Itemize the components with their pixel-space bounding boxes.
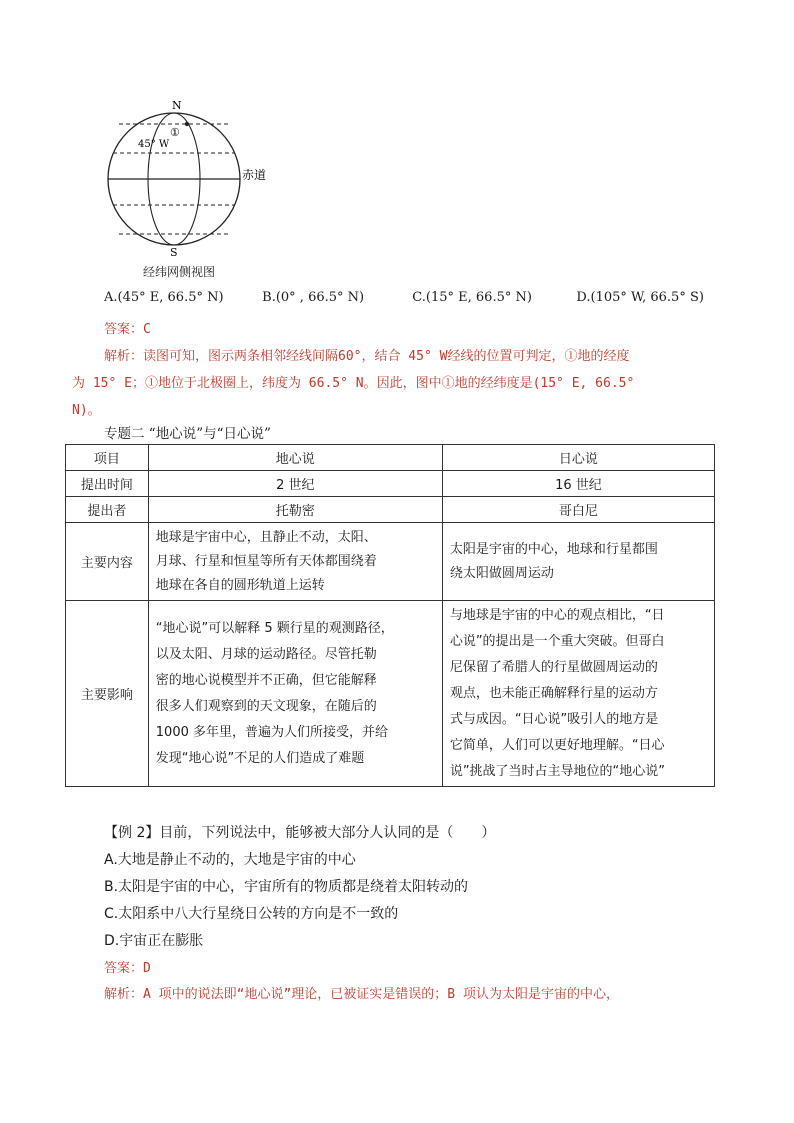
cell-line: 式与成因。“日心说”吸引人的地方是 [449,711,659,727]
cell-line: 心说”的提出是一个重大突破。但哥白 [449,633,665,649]
question1-options [104,290,704,305]
cell-geocentric [148,523,442,601]
question1-answer: 答案：C [104,322,151,337]
comparison-table [65,444,715,787]
question2-explanation: 解析：A 项中的说法即“地心说”理论，已被证实是错误的；B 项认为太阳是宇宙的中心， [104,987,619,1002]
explanation-line: 为 15° E；①地位于北极圈上，纬度为 66.5° N。因此，图中①地的经纬度是(15° E, 66.5° [72,376,635,391]
cell-line: 地球在各自的圆形轨道上运转 [155,577,325,593]
question1-explanation [72,343,732,424]
option-c: C.(15° E, 66.5° N) [412,290,532,305]
row-label: 提出者 [66,497,149,523]
table-header-row [66,445,715,471]
cell-line: 以及太阳、月球的运动路径。尽管托勒 [155,646,377,662]
cell-geocentric [148,601,442,787]
cell-line: 1000 多年里，普遍为人们所接受，并给 [155,724,388,740]
question2 [104,820,495,955]
header-heliocentric: 日心说 [442,445,714,471]
cell-line: 说”挑战了当时占主导地位的“地心说” [449,763,666,779]
cell-line: 密的地心说模型并不正确，但它能解释 [155,672,377,688]
point-1-marker [185,122,189,126]
row-label: 主要内容 [66,523,149,601]
cell-line: 发现“地心说”不足的人们造成了难题 [155,750,365,766]
question2-option-d: D.宇宙正在膨胀 [104,933,204,949]
equator-label: 赤道 [242,168,267,182]
cell-line: 观点，也未能正确解释行星的运动方 [449,685,658,701]
section-title: 专题二 “地心说”与“日心说” [104,426,271,442]
table-row-time [66,471,715,497]
cell-line: 月球、行星和恒星等所有天体都围绕着 [155,553,377,569]
globe-diagram [102,94,282,284]
north-pole-label: N [172,99,182,112]
figure-caption: 经纬网侧视图 [143,265,216,279]
cell-heliocentric [442,601,714,787]
row-label: 提出时间 [66,471,149,497]
question2-option-a: A.大地是静止不动的，大地是宇宙的中心 [104,852,356,868]
cell-line: 它简单，人们可以更好地理解。“日心 [449,737,665,753]
cell-heliocentric: 16 世纪 [442,471,714,497]
explanation-line: N)。 [72,403,101,418]
cell-geocentric: 托勒密 [148,497,442,523]
header-item: 项目 [66,445,149,471]
cell-line: 尼保留了希腊人的行星做圆周运动的 [449,659,658,675]
south-pole-label: S [170,246,178,259]
table-row-proposer [66,497,715,523]
option-a: A.(45° E, 66.5° N) [104,290,224,305]
cell-heliocentric [442,523,714,601]
option-d: D.(105° W, 66.5° S) [576,290,704,305]
cell-line: 绕太阳做圆周运动 [449,565,554,581]
question2-stem: 【例 2】目前，下列说法中，能够被大部分人认同的是（ ） [104,825,496,841]
cell-line: 太阳是宇宙的中心，地球和行星都围 [449,541,658,557]
row-label: 主要影响 [66,601,149,787]
question2-option-b: B.太阳是宇宙的中心，宇宙所有的物质都是绕着太阳转动的 [104,879,469,895]
cell-heliocentric: 哥白尼 [442,497,714,523]
header-geocentric: 地心说 [148,445,442,471]
option-b: B.(0° , 66.5° N) [262,290,365,305]
cell-line: “地心说”可以解释 5 颗行星的观测路径， [155,620,394,636]
table-row-impact [66,601,715,787]
question2-option-c: C.太阳系中八大行星绕日公转的方向是不一致的 [104,906,399,922]
cell-line: 与地球是宇宙的中心的观点相比，“日 [449,607,665,623]
cell-geocentric: 2 世纪 [148,471,442,497]
table-row-content [66,523,715,601]
cell-line: 地球是宇宙中心，且静止不动，太阳、 [155,529,377,545]
meridian-label: 45° W [138,139,170,150]
point-1-label: ① [170,126,180,139]
explanation-line: 解析：读图可知，图示两条相邻经线间隔60°，结合 45° W经线的位置可判定，①地的经度 [104,349,630,364]
cell-line: 很多人们观察到的天文现象，在随后的 [155,698,377,714]
question2-answer: 答案：D [104,961,151,976]
